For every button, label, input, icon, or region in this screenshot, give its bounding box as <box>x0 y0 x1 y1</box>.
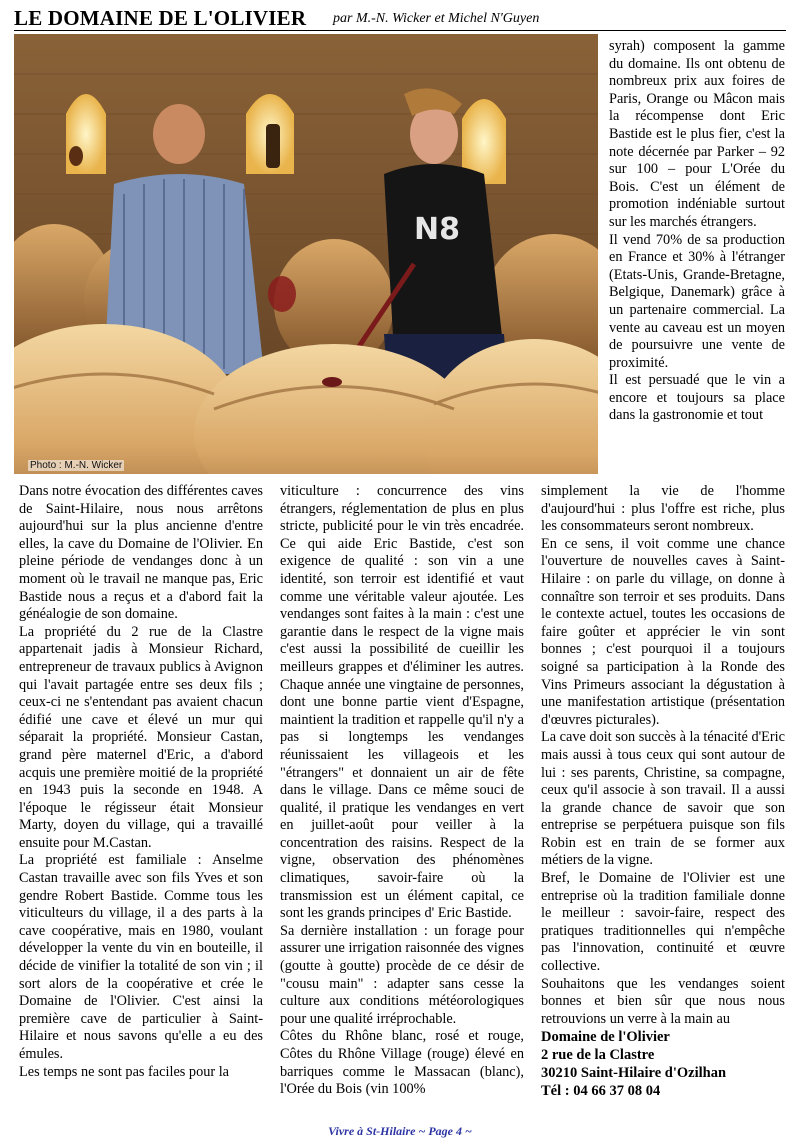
column-2 <box>280 483 524 1099</box>
paragraph: Bref, le Domaine de l'Olivier est une entreprise où la tradition familiale donne le meilleur : savoir-faire, respect des pratiques traditionnelles qui n'empêche pas l'innovation, continuité et œuvre collective. <box>541 870 785 975</box>
address-street: 2 rue de la Clastre <box>541 1047 655 1064</box>
article-title: LE DOMAINE DE L'OLIVIER <box>14 6 307 30</box>
column-3 <box>541 483 785 1100</box>
paragraph: En ce sens, il voit comme une chance l'ouverture de nouvelles caves à Saint-Hilaire : on parle du village, on donne à connaître son terroir et ses produits. Dans le contexte actuel, toutes les occasions de faire goûter et apprécier le vin sont bonnes ; c'est pourquoi il a toujours soigné sa participation à la Ronde des Vins Primeurs associant la dégustation à une manifestation artistique (présentation d'œuvres picturales). <box>541 535 785 728</box>
paragraph: La propriété est familiale : Anselme Castan travaille avec son fils Yves et son gendre Robert Bastide. Comme tous les viticulteurs du village, il a des parts à la cave coopérative, mais en 1980, voulant développer la vente du vin en bouteille, il décide de vinifier la totalité de son vin ; il sort alors de la coopérative et crée le Domaine de l'Olivier. C'est ainsi la première cave de particulier à Saint-Hilaire et nous savons qu'elle a eu des émules. <box>19 852 263 1062</box>
paragraph: Les temps ne sont pas faciles pour la <box>19 1063 230 1080</box>
address-phone: Tél : 04 66 37 08 04 <box>541 1083 661 1100</box>
paragraph: Côtes du Rhône blanc, rosé et rouge, Côtes du Rhône Village (rouge) élevé en barriques comme le Massacan (blanc), l'Orée du Bois (vin 100% <box>280 1028 524 1098</box>
address-name: Domaine de l'Olivier <box>541 1029 670 1046</box>
page-footer: Vivre à St-Hilaire ~ Page 4 ~ <box>328 1124 472 1138</box>
wine-cellar-photo <box>14 34 598 474</box>
svg-text:N8: N8 <box>414 212 460 247</box>
side-paragraph: Il est persuadé que le vin a encore et toujours sa place dans la gastronomie et tout <box>609 372 785 424</box>
article-byline: par M.-N. Wicker et Michel N'Guyen <box>333 11 540 26</box>
photo-illustration <box>14 34 598 474</box>
photo-credit: Photo : M.-N. Wicker <box>30 460 123 471</box>
paragraph: La propriété du 2 rue de la Clastre appartenait jadis à Monsieur Richard, entrepreneur de travaux publics à Avignon qui l'avait partagée entre ses deux fils ; ceux-ci ne s'entendant pas avaient chacun édifié une cave et élevé un mur qui séparait la propriété. Monsieur Castan, grand père maternel d'Eric, a d'abord acquis une première moitié de la propriété en 1943 puis la seconde en 1948. A l'époque le régisseur était Monsieur Marty, doyen du village, qui a travaillé ensuite pour M.Castan. <box>19 623 263 851</box>
column-1 <box>19 483 263 1081</box>
paragraph: Souhaitons que les vendanges soient bonnes et bien sûr que nous nous retrouvions un verre à la main au <box>541 975 785 1027</box>
side-paragraph: Il vend 70% de sa production en France et 30% à l'étranger (Etats-Unis, Grande-Bretagne, Belgique, Danemark) grâce à un partenaire commercial. La vente au caveau est un moyen de poursuivre une vente de proximité. <box>609 231 785 371</box>
paragraph: La cave doit son succès à la ténacité d'Eric mais aussi à tous ceux qui sont autour de lui : ses parents, Christine, sa compagne, ceux qu'il associe à son travail. Il a aussi la grande chance de savoir que son entreprise se perpétuera puisque son fils Robin est en train de se former aux métiers de la vigne. <box>541 729 785 869</box>
paragraph: simplement la vie de l'homme d'aujourd'hui : plus l'offre est riche, plus les consommateurs seront nombreux. <box>541 483 785 535</box>
address-city: 30210 Saint-Hilaire d'Ozilhan <box>541 1065 727 1082</box>
paragraph: Dans notre évocation des différentes caves de Saint-Hilaire, nous nous arrêtons aujourd'hui sur la plus ancienne d'entre elles, la cave du Domaine de l'Olivier. En pleine période de vendanges donc à un moment où le travail ne manque pas, Eric Bastide nous a reçus et a d'abord fait la généalogie de son domaine. <box>19 483 263 623</box>
paragraph: Sa dernière installation : un forage pour assurer une irrigation raisonnée des vignes (goutte à goutte) procède de ce désir de "cousu main" : adapter sans cesse la culture aux conditions météorologiques pour une qualité irréprochable. <box>280 922 524 1027</box>
paragraph: viticulture : concurrence des vins étrangers, réglementation de plus en plus stricte, publicité pour le vin très encadrée. Ce qui aide Eric Bastide, c'est son exigence de qualité : son vin a une identité, son terroir est identifié et vaut comme une véritable valeur ajoutée. Les vendanges sont faites à la main : c'est une garantie dans le respect de la vigne mais c'est aussi la possibilité de cueillir les meilleurs grappes et d'éliminer les autres. Chaque année une vingtaine de personnes, dont une bonne partie vient d'Espagne, maintient la tradition et rappelle qu'il n'y a pas si longtemps les vendanges réunissaient les villageois et les "étrangers" et donnaient un air de fête dans le village. Dans ce même souci de qualité, il pratique les vendanges en vert en juillet-août pour veiller à la concentration des raisins. Respect de la vigne, observation des phénomènes climatiques, savoir-faire où la transmission est un élément capital, ce sont les grands principes d' Eric Bastide. <box>280 483 524 922</box>
title-rule <box>14 30 786 31</box>
address-block <box>541 1028 785 1100</box>
side-column <box>609 38 785 425</box>
side-paragraph: syrah) composent la gamme du domaine. Ils ont obtenu de nombreux prix aux foires de Paris, Orange ou Mâcon mais la récompense dont Eric Bastide est le plus fier, c'est la note décernée par Parker – 92 sur 100 – pour L'Orée du Bois. C'est un élément de promotion indéniable surtout sur les marchés étrangers. <box>609 38 785 230</box>
